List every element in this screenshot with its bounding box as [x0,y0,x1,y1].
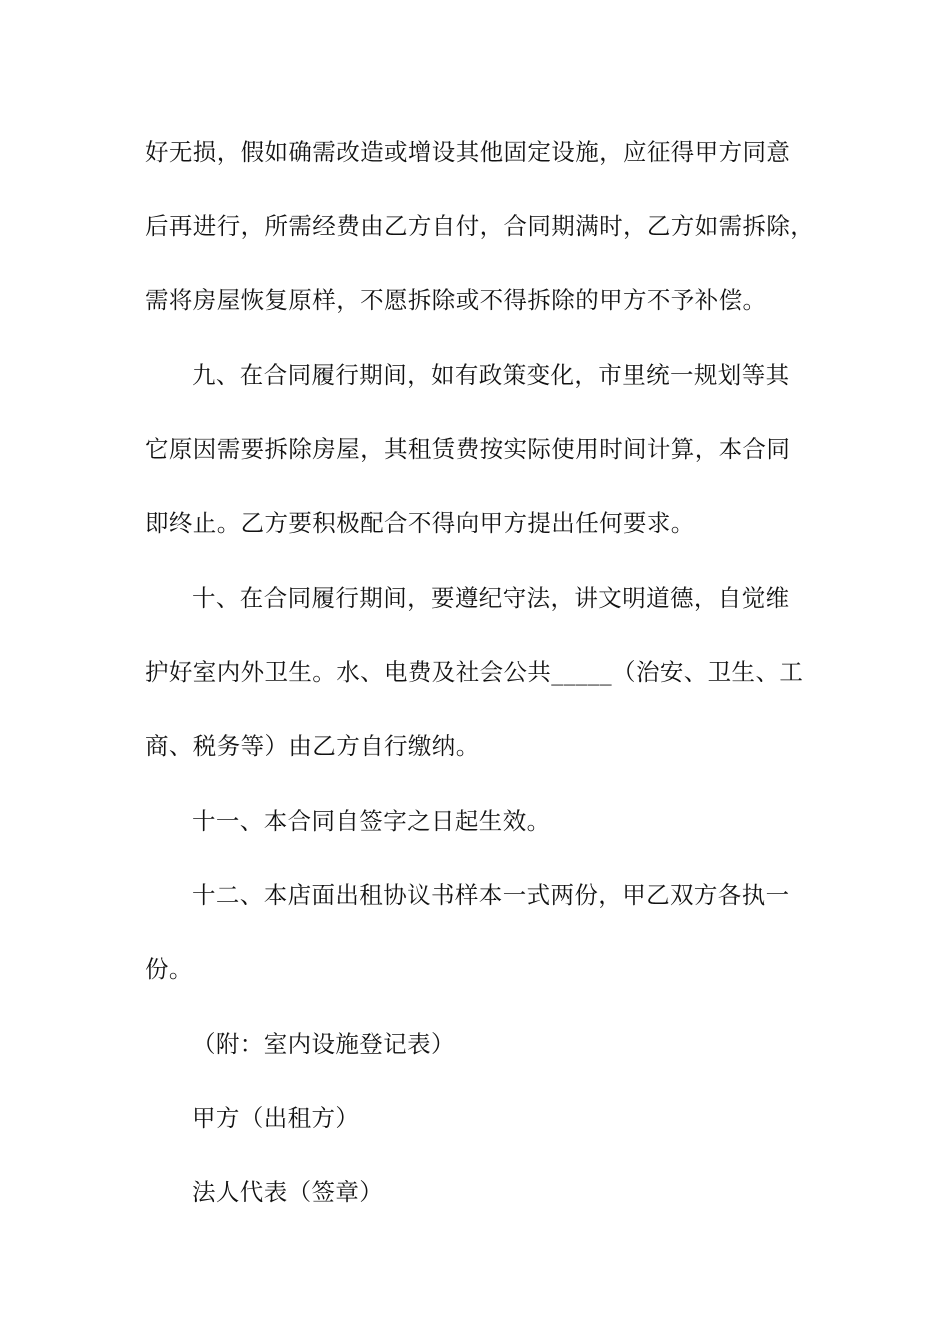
clause-11-line: 十一、本合同自签字之日起生效。 [192,807,551,835]
clause-9-line: 九、在合同履行期间，如有政策变化，市里统一规划等其 [192,361,790,389]
text-line: 商、税务等）由乙方自行缴纳。 [145,732,480,760]
text-line: 需将房屋恢复原样，不愿拆除或不得拆除的甲方不予补偿。 [145,286,767,314]
party-a-label: 甲方（出租方） [192,1104,360,1132]
legal-representative-label: 法人代表（签章） [192,1178,384,1206]
text-line: 即终止。乙方要积极配合不得向甲方提出任何要求。 [145,509,695,537]
clause-10-line: 十、在合同履行期间，要遵纪守法，讲文明道德，自觉维 [192,584,790,612]
text-line: 好无损，假如确需改造或增设其他固定设施，应征得甲方同意 [145,138,791,166]
attachment-note: （附：室内设施登记表） [192,1030,455,1058]
text-line: 后再进行，所需经费由乙方自付，合同期满时，乙方如需拆除， [145,212,815,240]
clause-12-line: 十二、本店面出租协议书样本一式两份，甲乙双方各执一 [192,881,790,909]
text-line: 份。 [145,955,193,983]
text-line: 护好室内外卫生。水、电费及社会公共_____（治安、卫生、工 [145,658,804,686]
text-line: 它原因需要拆除房屋，其租赁费按实际使用时间计算，本合同 [145,435,791,463]
